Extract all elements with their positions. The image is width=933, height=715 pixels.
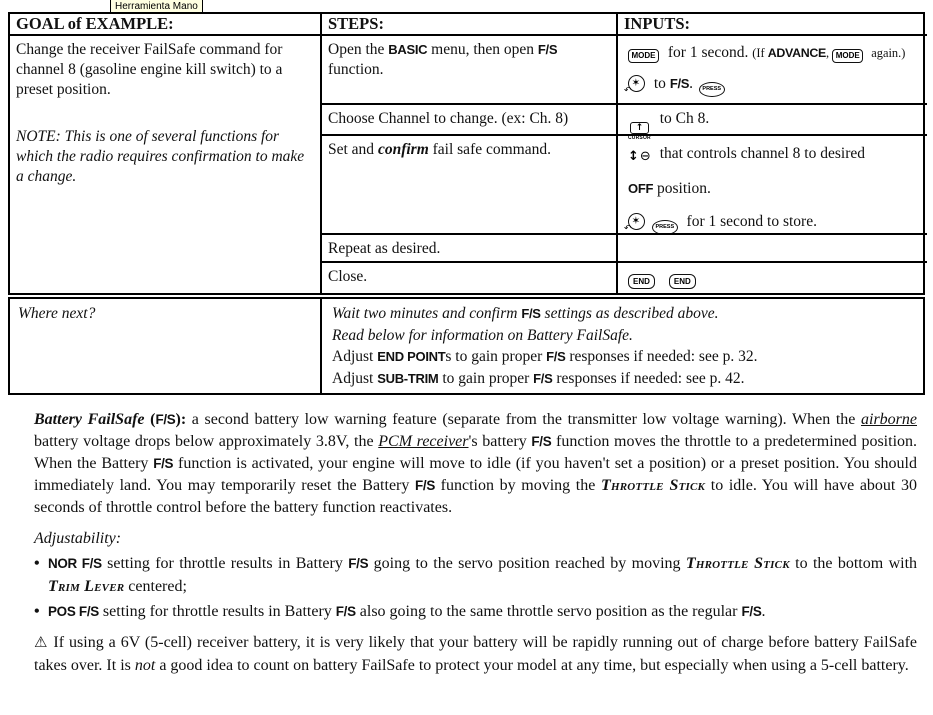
inputs-cell-3	[616, 134, 927, 233]
where-next-table	[8, 297, 925, 395]
inputs-cell-2	[616, 103, 927, 141]
adjustability-bullet-nor: • NOR F/S setting for throttle results in Battery F/S going to the servo position reached by moving Throttle Stick to the bottom with Trim Lever centered;	[34, 552, 917, 598]
where-next-line: Wait two minutes and confirm F/S settings as described above.	[332, 305, 719, 322]
dial-icon	[628, 213, 645, 230]
dial-icon	[628, 75, 645, 92]
goal-header: GOAL of EXAMPLE:	[16, 14, 174, 33]
goal-cell	[10, 34, 320, 293]
warning-paragraph	[34, 631, 917, 677]
end-button-icon: END	[628, 274, 655, 289]
inputs-cell-4	[616, 233, 927, 261]
step-cell-3: Set and confirm fail safe command.	[320, 134, 616, 233]
adjustability-heading: Adjustability:	[34, 530, 122, 547]
inputs-line: ✶ ↶ to F/S. PRESS	[628, 74, 921, 97]
steps-header: STEPS:	[320, 14, 616, 34]
where-next-line: Adjust SUB-TRIM to gain proper F/S responses if needed: see p. 42.	[332, 369, 745, 387]
inputs-cell-5	[616, 261, 927, 293]
mode-button-icon: MODE	[628, 49, 659, 63]
warning-text: If using a 6V (5-cell) receiver battery, it is very likely that your battery will be rapidly running out of charge before battery FailSafe takes over. It is not a good idea to count on battery FailSafe to protect your model at any time, but especially when using a 5-cell battery.	[34, 634, 917, 674]
inputs-header: INPUTS:	[616, 14, 927, 34]
goal-note: NOTE: This is one of several functions for which the radio requires confirmation to make a change.	[16, 128, 305, 185]
inputs-line	[628, 269, 921, 289]
where-next-label: Where next?	[18, 305, 96, 322]
step-cell-1: Open the BASIC menu, then open F/S function.	[320, 34, 616, 103]
step-cell-4: Repeat as desired.	[320, 233, 616, 261]
step-cell-5: Close.	[320, 261, 616, 293]
inputs-line: ✶ ↶PRESS for 1 second to store.	[628, 212, 921, 235]
press-button-icon: PRESS	[699, 82, 725, 97]
mode-button-icon: MODE	[832, 49, 863, 63]
step-cell-2: Choose Channel to change. (ex: Ch. 8)	[320, 103, 616, 134]
adjustability-bullet-pos: • POS F/S setting for throttle results in Battery F/S also going to the same throttle servo position as the regular F/S.	[34, 600, 917, 623]
inputs-line: ↑ CURSOR to Ch 8.	[628, 109, 921, 141]
where-next-cell	[320, 299, 927, 393]
example-table	[8, 12, 925, 295]
inputs-cell-1	[616, 34, 927, 103]
body-text-section	[8, 409, 933, 677]
hand-tool-tooltip: Herramienta Mano	[110, 0, 203, 13]
stick-icon	[628, 146, 651, 166]
where-next-line: Adjust END POINTs to gain proper F/S responses if needed: see p. 32.	[332, 348, 758, 365]
inputs-line: OFF position.	[628, 180, 711, 197]
where-next-line: Read below for information on Battery FailSafe.	[332, 326, 633, 344]
end-button-icon: END	[669, 274, 696, 289]
cursor-button-icon: ↑ CURSOR	[628, 122, 651, 141]
press-button-icon: PRESS	[652, 220, 678, 235]
inputs-line: MODE for 1 second. (If ADVANCE, MODE again.)	[628, 43, 921, 63]
battery-failsafe-paragraph: Battery FailSafe (F/S): a second battery low warning feature (separate from the transmitter low voltage warning). When the airborne battery voltage drops below approximately 3.8V, the PCM receiver's battery F/S function moves the throttle to a predetermined position. When the Battery F/S function is activated, your engine will move to idle (if you haven't set a position) or a preset position. You should immediately land. You may temporarily reset the Battery F/S function by moving the Throttle Stick to idle. You will have about 30 seconds of throttle control before the battery function reactivates.	[34, 411, 918, 516]
inputs-line: ↕ ⊖ that controls channel 8 to desired	[628, 144, 921, 166]
warning-icon: ⚠	[34, 633, 49, 651]
goal-paragraph: Change the receiver FailSafe command for channel 8 (gasoline engine kill switch) to a preset position.	[16, 41, 283, 98]
